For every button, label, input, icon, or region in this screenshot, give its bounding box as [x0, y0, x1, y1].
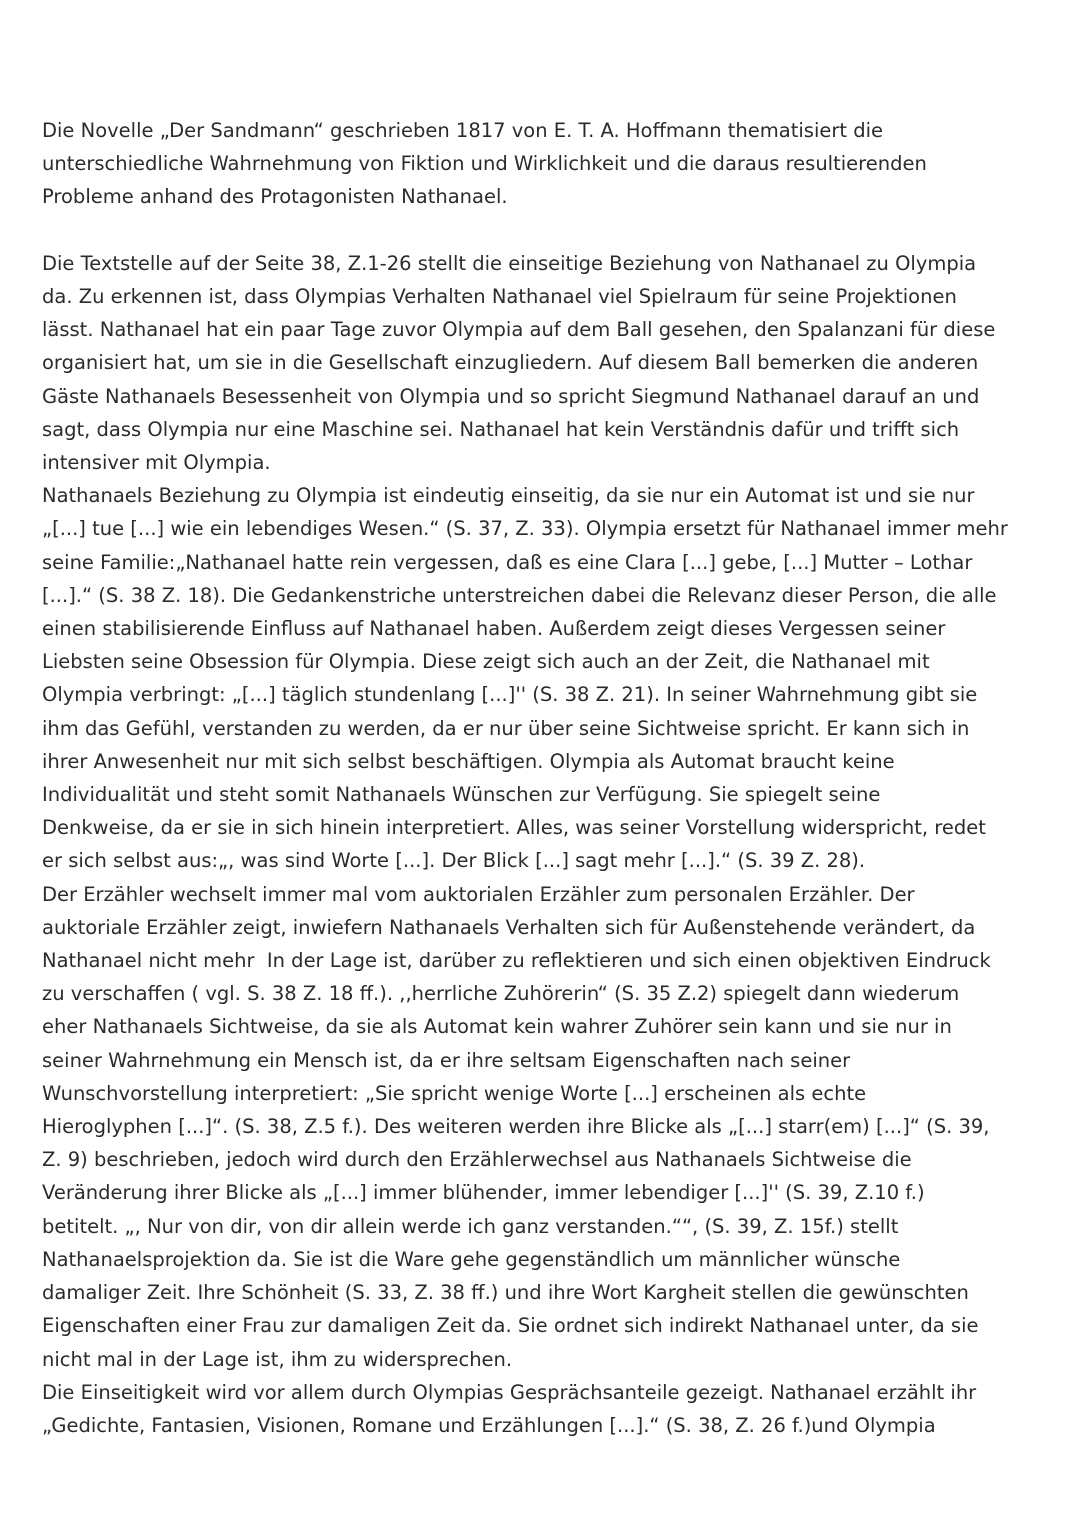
- paragraph-intro: Die Novelle „Der Sandmann“ geschrieben 1817 von E. T. A. Hoffmann thematisiert die unterschiedliche Wahrnehmung von Fiktion und Wirklichkeit und die daraus resultierenden Probleme anhand des Protagonisten Nathanael.: [42, 119, 927, 209]
- paragraph-einseitigkeit: Die Einseitigkeit wird vor allem durch Olympias Gesprächsanteile gezeigt. Nathanael erzählt ihr „Gedichte, Fantasien, Visionen, Romane und Erzählungen [...].“ (S. 38, Z. 26 f.)und Olympia: [42, 1380, 977, 1437]
- paragraph-beziehung: Nathanaels Beziehung zu Olympia ist eindeutig einseitig, da sie nur ein Automat ist und sie nur „[...] tue [...] wie ein lebendiges Wesen.“ (S. 37, Z. 33). Olympia ersetzt für Nathanael immer mehr seine Familie:„Nathanael hatte rein vergessen, daß es eine Clara [...] gebe, [...] Mutter – Lothar [...].“ (S. 38 Z. 18). Die Gedankenstriche unterstreichen dabei die Relevanz dieser Person, die alle einen stabilisierende Einfluss auf Nathanael haben. Außerdem zeigt dieses Vergessen seiner Liebsten seine Obsession für Olympia. Diese zeigt sich auch an der Zeit, die Nathanael mit Olympia verbringt: „[...] täglich stundenlang [...]'' (S. 38 Z. 21). In seiner Wahrnehmung gibt sie ihm das Gefühl, verstanden zu werden, da er nur über seine Sichtweise spricht. Er kann sich in ihrer Anwesenheit nur mit sich selbst beschäftigen. Olympia als Automat braucht keine Individualität und steht somit Nathanaels Wünschen zur Verfügung. Sie spiegelt seine Denkweise, da er sie in sich hinein interpretiert. Alles, was seiner Vorstellung widerspricht, redet er sich selbst aus:„, was sind Worte [...]. Der Blick [...] sagt mehr [...].“ (S. 39 Z. 28).: [42, 484, 1008, 873]
- paragraph-erzaehler: Der Erzähler wechselt immer mal vom auktorialen Erzähler zum personalen Erzähler. Der auktoriale Erzähler zeigt, inwiefern Nathanaels Verhalten sich für Außenstehende verändert, da Nathanael nicht mehr In der Lage ist, darüber zu reflektieren und sich einen objektiven Eindruck zu verschaffen ( vgl. S. 38 Z. 18 ff.). ,,herrliche Zuhörerin“ (S. 35 Z.2) spiegelt dann wiederum eher Nathanaels Sichtweise, da sie als Automat kein wahrer Zuhörer sein kann und sie nur in seiner Wahrnehmung ein Mensch ist, da er ihre seltsam Eigenschaften nach seiner Wunschvorstellung interpretiert: „Sie spricht wenige Worte [...] erscheinen als echte Hieroglyphen [...]“. (S. 38, Z.5 f.). Des weiteren werden ihre Blicke als „[...] starr(em) [...]“ (S. 39, Z. 9) beschrieben, jedoch wird durch den Erzählerwechsel aus Nathanaels Sichtweise die Veränderung ihrer Blicke als „[...] immer blühender, immer lebendiger [...]'' (S. 39, Z.10 f.) betitelt. „, Nur von dir, von dir allein werde ich ganz verstanden.““, (S. 39, Z. 15f.) stellt Nathanaelsprojektion da. Sie ist die Ware gehe gegenständlich um männlicher wünsche damaliger Zeit. Ihre Schönheit (S. 33, Z. 38 ff.) und ihre Wort Kargheit stellen die gewünschten Eigenschaften einer Frau zur damaligen Zeit da. Sie ordnet sich indirekt Nathanael unter, da sie nicht mal in der Lage ist, ihm zu widersprechen.: [42, 882, 991, 1371]
- paragraph-spacer: [42, 214, 1040, 247]
- document-page: [42, 114, 1040, 1442]
- paragraph-textstelle: Die Textstelle auf der Seite 38, Z.1-26 stellt die einseitige Beziehung von Nathanael zu Olympia da. Zu erkennen ist, dass Olympias Verhalten Nathanael viel Spielraum für seine Projektionen lässt. Nathanael hat ein paar Tage zuvor Olympia auf dem Ball gesehen, den Spalanzani für diese organisiert hat, um sie in die Gesellschaft einzugliedern. Auf diesem Ball bemerken die anderen Gäste Nathanaels Besessenheit von Olympia und so spricht Siegmund Nathanael darauf an und sagt, dass Olympia nur eine Maschine sei. Nathanael hat kein Verständnis dafür und trifft sich intensiver mit Olympia.: [42, 251, 996, 475]
